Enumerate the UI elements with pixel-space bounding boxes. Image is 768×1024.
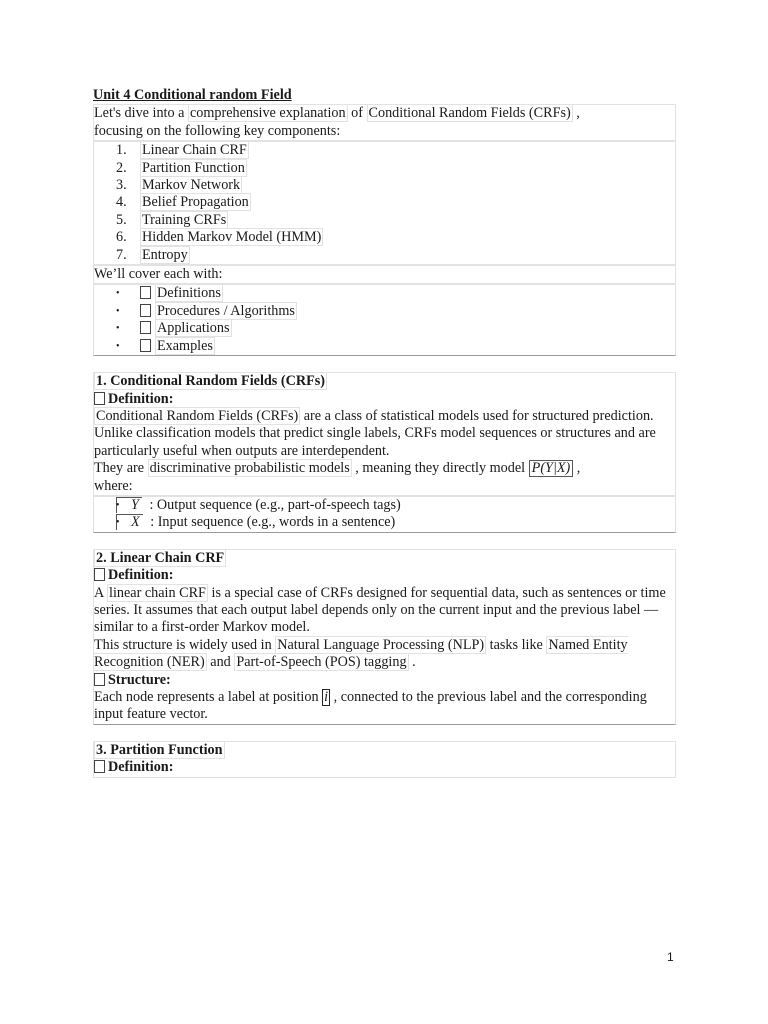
list-item (94, 247, 675, 264)
list-item (94, 160, 675, 177)
intro-highlight-explanation: comprehensive explanation (189, 105, 346, 122)
linear-chain-term: linear chain CRF (109, 584, 206, 601)
section-2-paragraph-3 (94, 689, 675, 724)
list-item-label: Markov Network (142, 177, 241, 194)
components-list-block (93, 141, 676, 265)
variables-list (94, 497, 675, 532)
paragraph-text: tasks like (486, 636, 547, 653)
math-variable: i (324, 689, 329, 705)
section-1-paragraph-1 (94, 408, 675, 460)
section-2-paragraph-1 (94, 585, 675, 637)
list-item-label: Training CRFs (142, 211, 227, 228)
list-item (94, 514, 675, 531)
bullet-icon: • (116, 340, 120, 352)
math-variable: X (116, 514, 143, 530)
math-variable: Y (116, 497, 142, 513)
list-item-label: Partition Function (142, 159, 245, 176)
list-item-label: Examples (157, 337, 213, 354)
intro-paragraph (93, 104, 676, 141)
variable-description: : Output sequence (e.g., part-of-speech tags) (145, 496, 401, 513)
section-3-definition-label (94, 759, 675, 776)
crf-term: Conditional Random Fields (CRFs) (96, 407, 299, 424)
list-item (94, 177, 675, 194)
missing-glyph-icon (140, 321, 151, 334)
paragraph-text: where: (94, 477, 133, 494)
document-title: Unit 4 Conditional random Field (93, 87, 292, 103)
list-item (94, 212, 675, 229)
section-3-heading (94, 742, 675, 759)
list-number: 2. (116, 159, 127, 176)
section-2-heading (94, 550, 675, 567)
list-item (94, 320, 675, 337)
list-number: 3. (116, 177, 127, 194)
intro-line2: focusing on the following key components: (94, 122, 341, 139)
section-1-paragraph-2 (94, 460, 675, 495)
list-item-label: Procedures / Algorithms (157, 302, 295, 319)
intro-text-mid: of (347, 105, 367, 122)
document-page (93, 87, 676, 778)
list-item (94, 303, 675, 320)
missing-glyph-icon (94, 568, 105, 581)
intro-text-after: , (572, 105, 580, 122)
list-item-label: Hidden Markov Model (HMM) (142, 229, 322, 246)
cover-list-block (93, 284, 676, 356)
list-item (94, 338, 675, 355)
cover-line: We’ll cover each with: (93, 265, 676, 284)
missing-glyph-icon (94, 760, 105, 773)
missing-glyph-icon (140, 304, 151, 317)
paragraph-text: are a class of statistical models used for structured prediction. Unlike classification models that predict single labels, CRFs model sequences or structures and are particularly useful when outputs are interdependent. (94, 407, 656, 459)
intro-highlight-crfs: Conditional Random Fields (CRFs) (368, 105, 571, 122)
list-item-label: Belief Propagation (142, 194, 249, 211)
section-1-heading-text: 1. Conditional Random Fields (CRFs) (96, 373, 325, 390)
section-1-definition-label (94, 391, 675, 408)
missing-glyph-icon (94, 392, 105, 405)
section-3-heading-text: 3. Partition Function (96, 741, 223, 758)
section-1-heading (94, 373, 675, 390)
list-item (94, 194, 675, 211)
section-2-definition-label (94, 567, 675, 584)
paragraph-text: . (408, 654, 416, 671)
definition-label: Definition: (108, 567, 174, 584)
paragraph-text: , meaning they directly model (351, 460, 529, 477)
section-3 (93, 741, 676, 778)
bullet-icon: • (116, 499, 120, 511)
structure-label: Structure: (108, 671, 171, 688)
list-item (94, 229, 675, 246)
page-number: 1 (667, 950, 674, 964)
paragraph-text: , (573, 460, 581, 477)
pos-term: Part-of-Speech (POS) tagging (236, 654, 407, 671)
section-2-heading-text: 2. Linear Chain CRF (96, 549, 225, 566)
bullet-icon: • (116, 305, 120, 317)
paragraph-text: Each node represents a label at position (94, 689, 323, 705)
bullet-icon: • (116, 517, 120, 529)
nlp-term: Natural Language Processing (NLP) (277, 636, 485, 653)
list-item (94, 497, 675, 514)
paragraph-text: , connected to the previous label and the corresponding input feature vector. (94, 689, 647, 723)
list-number: 5. (116, 211, 127, 228)
variable-description: : Input sequence (e.g., words in a sentence) (146, 514, 396, 531)
list-item-label: Definitions (157, 285, 221, 302)
list-number: 6. (116, 229, 127, 246)
intro-text: Let's dive into a (94, 105, 188, 122)
components-list (94, 142, 675, 264)
section-2-structure-label (94, 672, 675, 689)
missing-glyph-icon (140, 286, 151, 299)
list-item (94, 142, 675, 159)
paragraph-text: A (94, 584, 108, 601)
list-number: 7. (116, 246, 127, 263)
missing-glyph-icon (94, 673, 105, 686)
list-item-label: Entropy (142, 246, 188, 263)
discriminative-term: discriminative probabilistic models (149, 460, 350, 477)
section-2-paragraph-2 (94, 637, 675, 672)
paragraph-text: and (206, 654, 235, 671)
bullet-icon: • (116, 323, 120, 335)
math-expression: P(Y|X) (529, 460, 574, 477)
list-number: 1. (116, 142, 127, 159)
list-item-label: Applications (157, 320, 230, 337)
bullet-icon: • (116, 288, 120, 300)
paragraph-text: This structure is widely used in (94, 636, 276, 653)
list-number: 4. (116, 194, 127, 211)
list-item-label: Linear Chain CRF (142, 142, 247, 159)
ner-term: Named Entity Recognition (NER) (94, 636, 628, 671)
paragraph-text: They are (94, 460, 148, 477)
section-2 (93, 549, 676, 725)
section-1-vars-block (93, 496, 676, 533)
section-1 (93, 372, 676, 496)
paragraph-text: is a special case of CRFs designed for sequential data, such as sentences or time series. It assumes that each output label depends only on the current input and the previous label — similar to a first-order Markov model. (94, 584, 666, 636)
cover-list (94, 285, 675, 355)
definition-label: Definition: (108, 759, 174, 776)
definition-label: Definition: (108, 390, 174, 407)
list-item (94, 285, 675, 302)
missing-glyph-icon (140, 339, 151, 352)
